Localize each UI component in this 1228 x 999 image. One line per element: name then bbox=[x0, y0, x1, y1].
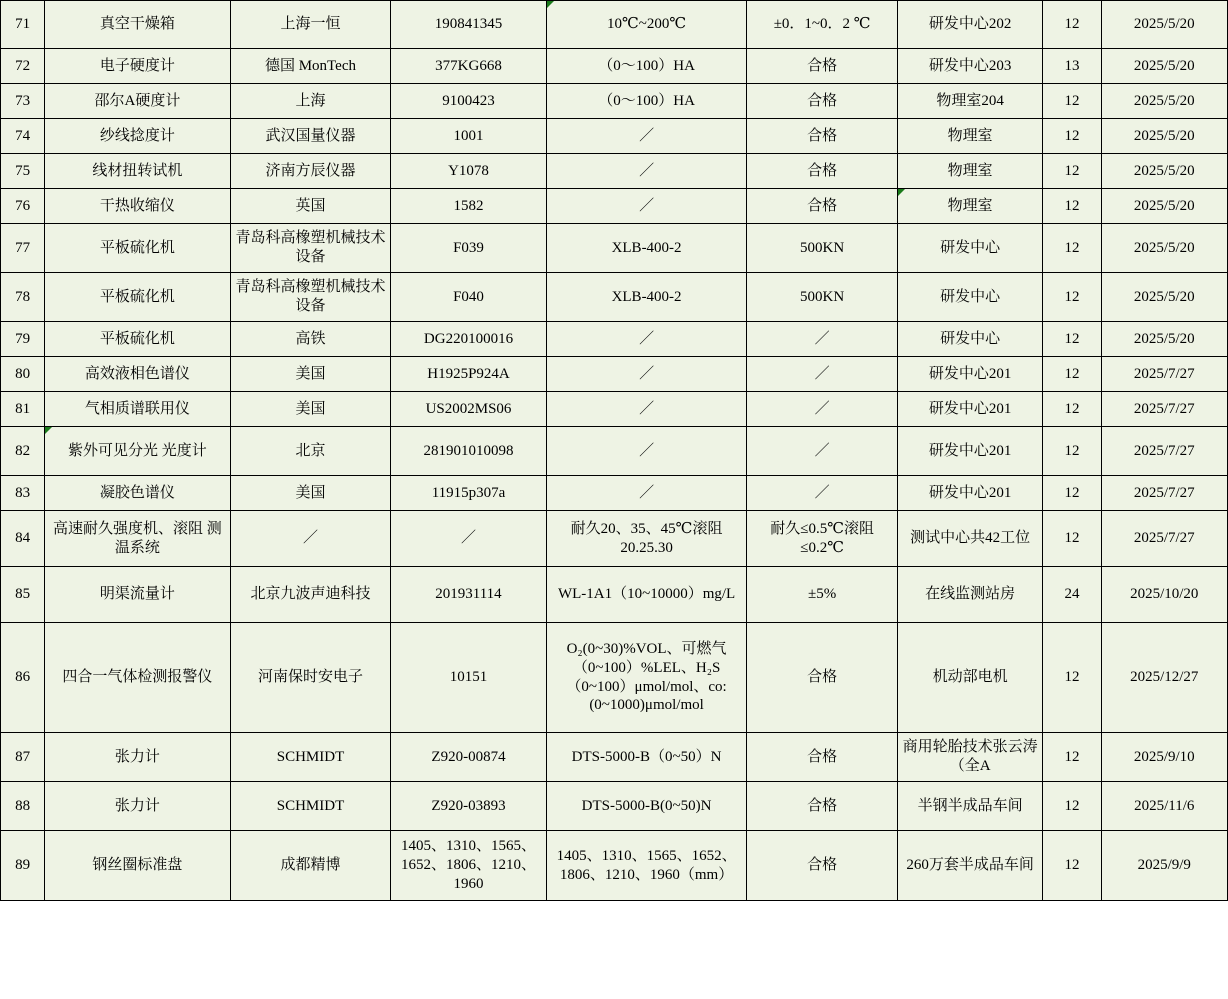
cell-date: 2025/7/27 bbox=[1101, 392, 1227, 427]
cell-no: 85 bbox=[1, 567, 45, 623]
cell-cycle: 12 bbox=[1043, 392, 1101, 427]
cell-maker: SCHMIDT bbox=[230, 733, 391, 782]
cell-location-text: 物理室 bbox=[947, 197, 993, 214]
cell-range: 耐久20、35、45℃滚阻20.25.30 bbox=[546, 511, 747, 567]
table-row bbox=[1, 392, 1228, 427]
cell-accuracy: ／ bbox=[747, 427, 897, 476]
cell-accuracy: 合格 bbox=[747, 189, 897, 224]
table-row bbox=[1, 831, 1228, 901]
cell-cycle: 12 bbox=[1043, 476, 1101, 511]
cell-range: （0～100）HA bbox=[546, 49, 747, 84]
cell-range: DTS-5000-B（0~50）N bbox=[546, 733, 747, 782]
cell-code: ／ bbox=[391, 511, 547, 567]
cell-maker: 成都精博 bbox=[230, 831, 391, 901]
cell-maker: 上海一恒 bbox=[230, 1, 391, 49]
table-row bbox=[1, 189, 1228, 224]
cell-date: 2025/12/27 bbox=[1101, 623, 1227, 733]
cell-maker: 武汉国量仪器 bbox=[230, 119, 391, 154]
table-row bbox=[1, 273, 1228, 322]
cell-maker: 北京 bbox=[230, 427, 391, 476]
cell-maker: 上海 bbox=[230, 84, 391, 119]
cell-date: 2025/7/27 bbox=[1101, 476, 1227, 511]
cell-location bbox=[897, 189, 1042, 224]
cell-code: F040 bbox=[391, 273, 547, 322]
table-row bbox=[1, 119, 1228, 154]
cell-name: 高速耐久强度机、滚阻 测温系统 bbox=[45, 511, 231, 567]
table-row bbox=[1, 322, 1228, 357]
cell-location: 机动部电机 bbox=[897, 623, 1042, 733]
cell-accuracy: ±5% bbox=[747, 567, 897, 623]
cell-location: 商用轮胎技术张云涛（全A bbox=[897, 733, 1042, 782]
cell-no: 75 bbox=[1, 154, 45, 189]
table-row bbox=[1, 733, 1228, 782]
cell-cycle: 12 bbox=[1043, 84, 1101, 119]
cell-range: XLB-400-2 bbox=[546, 224, 747, 273]
cell-location: 研发中心203 bbox=[897, 49, 1042, 84]
cell-range: ／ bbox=[546, 392, 747, 427]
table-row bbox=[1, 427, 1228, 476]
cell-range: ／ bbox=[546, 427, 747, 476]
cell-name: 钢丝圈标准盘 bbox=[45, 831, 231, 901]
cell-date: 2025/7/27 bbox=[1101, 511, 1227, 567]
cell-name: 张力计 bbox=[45, 782, 231, 831]
cell-cycle: 12 bbox=[1043, 154, 1101, 189]
cell-accuracy: 合格 bbox=[747, 49, 897, 84]
cell-code: 9100423 bbox=[391, 84, 547, 119]
cell-range: ／ bbox=[546, 154, 747, 189]
cell-cycle: 12 bbox=[1043, 273, 1101, 322]
cell-range: XLB-400-2 bbox=[546, 273, 747, 322]
cell-accuracy: ／ bbox=[747, 476, 897, 511]
cell-name: 干热收缩仪 bbox=[45, 189, 231, 224]
cell-cycle: 12 bbox=[1043, 623, 1101, 733]
cell-date: 2025/5/20 bbox=[1101, 322, 1227, 357]
cell-accuracy: 合格 bbox=[747, 154, 897, 189]
cell-range: DTS-5000-B(0~50)N bbox=[546, 782, 747, 831]
cell-date: 2025/9/10 bbox=[1101, 733, 1227, 782]
cell-date: 2025/9/9 bbox=[1101, 831, 1227, 901]
cell-maker: SCHMIDT bbox=[230, 782, 391, 831]
cell-maker: 美国 bbox=[230, 476, 391, 511]
cell-location: 研发中心201 bbox=[897, 476, 1042, 511]
cell-name: 高效液相色谱仪 bbox=[45, 357, 231, 392]
cell-no: 81 bbox=[1, 392, 45, 427]
cell-accuracy: 耐久≤0.5℃滚阻≤0.2℃ bbox=[747, 511, 897, 567]
cell-no: 87 bbox=[1, 733, 45, 782]
cell-no: 74 bbox=[1, 119, 45, 154]
table-row bbox=[1, 476, 1228, 511]
cell-location: 物理室204 bbox=[897, 84, 1042, 119]
cell-no: 77 bbox=[1, 224, 45, 273]
cell-name: 平板硫化机 bbox=[45, 273, 231, 322]
cell-no: 84 bbox=[1, 511, 45, 567]
cell-location: 研发中心202 bbox=[897, 1, 1042, 49]
cell-location: 研发中心201 bbox=[897, 427, 1042, 476]
cell-date: 2025/5/20 bbox=[1101, 84, 1227, 119]
cell-accuracy: 500KN bbox=[747, 273, 897, 322]
corner-marker-icon bbox=[547, 1, 554, 8]
cell-cycle: 12 bbox=[1043, 733, 1101, 782]
cell-cycle: 12 bbox=[1043, 831, 1101, 901]
cell-location: 研发中心 bbox=[897, 224, 1042, 273]
cell-maker: ／ bbox=[230, 511, 391, 567]
cell-location: 研发中心201 bbox=[897, 357, 1042, 392]
cell-cycle: 12 bbox=[1043, 322, 1101, 357]
cell-name: 凝胶色谱仪 bbox=[45, 476, 231, 511]
table-row bbox=[1, 357, 1228, 392]
cell-no: 71 bbox=[1, 1, 45, 49]
cell-code: 1582 bbox=[391, 189, 547, 224]
cell-date: 2025/5/20 bbox=[1101, 154, 1227, 189]
cell-range-text: 10℃~200℃ bbox=[606, 16, 687, 33]
table-row bbox=[1, 567, 1228, 623]
cell-range bbox=[546, 1, 747, 49]
cell-accuracy: 合格 bbox=[747, 782, 897, 831]
cell-no: 82 bbox=[1, 427, 45, 476]
cell-code: Z920-03893 bbox=[391, 782, 547, 831]
cell-maker: 英国 bbox=[230, 189, 391, 224]
cell-no: 72 bbox=[1, 49, 45, 84]
cell-code: 11915p307a bbox=[391, 476, 547, 511]
cell-no: 88 bbox=[1, 782, 45, 831]
cell-range: ／ bbox=[546, 119, 747, 154]
cell-date: 2025/7/27 bbox=[1101, 427, 1227, 476]
cell-date: 2025/5/20 bbox=[1101, 224, 1227, 273]
cell-date: 2025/5/20 bbox=[1101, 1, 1227, 49]
cell-maker: 美国 bbox=[230, 392, 391, 427]
cell-code: Y1078 bbox=[391, 154, 547, 189]
cell-name bbox=[45, 427, 231, 476]
cell-cycle: 12 bbox=[1043, 511, 1101, 567]
cell-maker: 青岛科高橡塑机械技术设备 bbox=[230, 273, 391, 322]
cell-location: 研发中心 bbox=[897, 273, 1042, 322]
cell-no: 76 bbox=[1, 189, 45, 224]
table-row bbox=[1, 84, 1228, 119]
cell-location: 半钢半成品车间 bbox=[897, 782, 1042, 831]
cell-code: 10151 bbox=[391, 623, 547, 733]
cell-location: 研发中心 bbox=[897, 322, 1042, 357]
cell-cycle: 12 bbox=[1043, 189, 1101, 224]
cell-name: 平板硫化机 bbox=[45, 322, 231, 357]
cell-maker: 河南保时安电子 bbox=[230, 623, 391, 733]
cell-range: WL-1A1（10~10000）mg/L bbox=[546, 567, 747, 623]
table-row bbox=[1, 224, 1228, 273]
cell-code: 1001 bbox=[391, 119, 547, 154]
cell-no: 89 bbox=[1, 831, 45, 901]
table-row bbox=[1, 782, 1228, 831]
cell-location: 研发中心201 bbox=[897, 392, 1042, 427]
table-row bbox=[1, 49, 1228, 84]
cell-date: 2025/5/20 bbox=[1101, 273, 1227, 322]
cell-cycle: 12 bbox=[1043, 782, 1101, 831]
table-row bbox=[1, 623, 1228, 733]
cell-name-text: 紫外可见分光 光度计 bbox=[68, 442, 207, 459]
cell-code: 377KG668 bbox=[391, 49, 547, 84]
cell-code: H1925P924A bbox=[391, 357, 547, 392]
cell-code: Z920-00874 bbox=[391, 733, 547, 782]
cell-name: 张力计 bbox=[45, 733, 231, 782]
cell-accuracy: 合格 bbox=[747, 119, 897, 154]
cell-date: 2025/10/20 bbox=[1101, 567, 1227, 623]
cell-no: 83 bbox=[1, 476, 45, 511]
cell-no: 86 bbox=[1, 623, 45, 733]
cell-accuracy: 合格 bbox=[747, 84, 897, 119]
corner-marker-icon bbox=[898, 189, 905, 196]
cell-maker: 青岛科高橡塑机械技术设备 bbox=[230, 224, 391, 273]
cell-no: 73 bbox=[1, 84, 45, 119]
cell-maker: 高铁 bbox=[230, 322, 391, 357]
cell-cycle: 12 bbox=[1043, 427, 1101, 476]
cell-maker: 济南方辰仪器 bbox=[230, 154, 391, 189]
cell-date: 2025/11/6 bbox=[1101, 782, 1227, 831]
cell-maker: 美国 bbox=[230, 357, 391, 392]
table-row bbox=[1, 511, 1228, 567]
cell-range: 1405、1310、1565、1652、1806、1210、1960（mm） bbox=[546, 831, 747, 901]
cell-cycle: 12 bbox=[1043, 357, 1101, 392]
cell-no: 80 bbox=[1, 357, 45, 392]
cell-cycle: 24 bbox=[1043, 567, 1101, 623]
cell-accuracy: ±0．1~0．2 ℃ bbox=[747, 1, 897, 49]
cell-range: ／ bbox=[546, 189, 747, 224]
cell-maker: 北京九波声迪科技 bbox=[230, 567, 391, 623]
cell-date: 2025/5/20 bbox=[1101, 49, 1227, 84]
cell-date: 2025/5/20 bbox=[1101, 119, 1227, 154]
cell-code: DG220100016 bbox=[391, 322, 547, 357]
cell-accuracy: 合格 bbox=[747, 623, 897, 733]
table-body bbox=[1, 1, 1228, 901]
cell-name: 明渠流量计 bbox=[45, 567, 231, 623]
cell-range: O₂(0~30)%VOL、可燃气（0~100）%LEL、H₂S（0~100）μmol/mol、co:(0~1000)μmol/mol bbox=[546, 623, 747, 733]
cell-name: 四合一气体检测报警仪 bbox=[45, 623, 231, 733]
cell-range: ／ bbox=[546, 476, 747, 511]
cell-accuracy: ／ bbox=[747, 357, 897, 392]
cell-range: ／ bbox=[546, 357, 747, 392]
cell-location: 260万套半成品车间 bbox=[897, 831, 1042, 901]
cell-location: 在线监测站房 bbox=[897, 567, 1042, 623]
cell-range: （0～100）HA bbox=[546, 84, 747, 119]
cell-name: 线材扭转试机 bbox=[45, 154, 231, 189]
cell-maker: 德国 MonTech bbox=[230, 49, 391, 84]
corner-marker-icon bbox=[45, 427, 52, 434]
cell-name: 真空干燥箱 bbox=[45, 1, 231, 49]
table-row bbox=[1, 154, 1228, 189]
cell-code: 190841345 bbox=[391, 1, 547, 49]
cell-date: 2025/5/20 bbox=[1101, 189, 1227, 224]
cell-location: 物理室 bbox=[897, 119, 1042, 154]
cell-name: 纱线捻度计 bbox=[45, 119, 231, 154]
cell-name: 邵尔A硬度计 bbox=[45, 84, 231, 119]
cell-accuracy: ／ bbox=[747, 392, 897, 427]
cell-code: 281901010098 bbox=[391, 427, 547, 476]
cell-location: 物理室 bbox=[897, 154, 1042, 189]
cell-code: 201931114 bbox=[391, 567, 547, 623]
cell-date: 2025/7/27 bbox=[1101, 357, 1227, 392]
cell-name: 气相质谱联用仪 bbox=[45, 392, 231, 427]
cell-cycle: 12 bbox=[1043, 119, 1101, 154]
cell-no: 78 bbox=[1, 273, 45, 322]
cell-cycle: 12 bbox=[1043, 224, 1101, 273]
cell-code: 1405、1310、1565、1652、1806、1210、1960 bbox=[391, 831, 547, 901]
cell-code: US2002MS06 bbox=[391, 392, 547, 427]
table-row bbox=[1, 1, 1228, 49]
cell-accuracy: ／ bbox=[747, 322, 897, 357]
cell-range: ／ bbox=[546, 322, 747, 357]
cell-accuracy: 合格 bbox=[747, 831, 897, 901]
cell-accuracy: 500KN bbox=[747, 224, 897, 273]
cell-cycle: 13 bbox=[1043, 49, 1101, 84]
cell-cycle: 12 bbox=[1043, 1, 1101, 49]
cell-location: 测试中心共42工位 bbox=[897, 511, 1042, 567]
cell-no: 79 bbox=[1, 322, 45, 357]
cell-name: 电子硬度计 bbox=[45, 49, 231, 84]
cell-name: 平板硫化机 bbox=[45, 224, 231, 273]
cell-accuracy: 合格 bbox=[747, 733, 897, 782]
cell-code: F039 bbox=[391, 224, 547, 273]
